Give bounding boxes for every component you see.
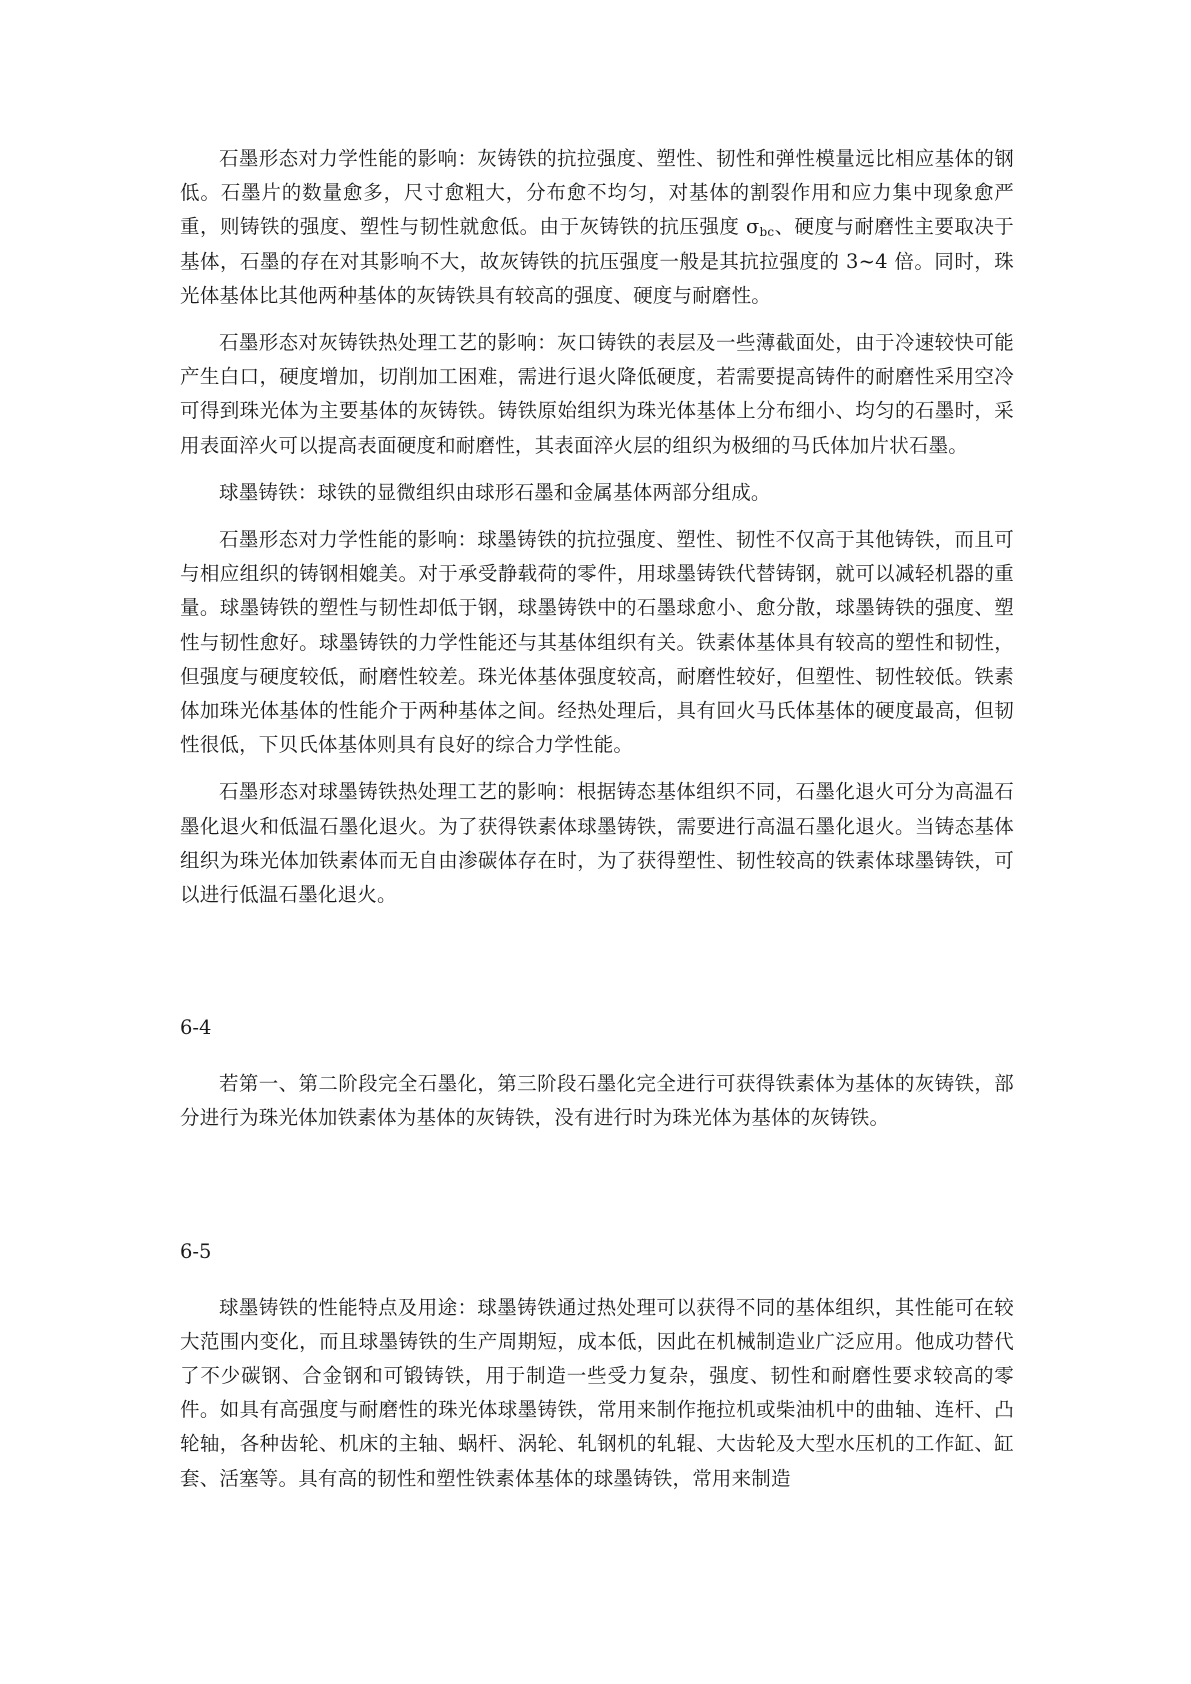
paragraph-section-6-5: 球墨铸铁的性能特点及用途：球墨铸铁通过热处理可以获得不同的基体组织，其性能可在较大范围内变化，而且球墨铸铁的生产周期短，成本低，因此在机械制造业广泛应用。他成功替代了不少碳钢、合金钢和可锻铸铁，用于制造一些受力复杂，强度、韧性和耐磨性要求较高的零件。如具有高强度与耐磨性的珠光体球墨铸铁，常用来制作拖拉机或柴油机中的曲轴、连杆、凸轮轴，各种齿轮、机床的主轴、蜗杆、涡轮、轧钢机的轧辊、大齿轮及大型水压机的工作缸、缸套、活塞等。具有高的韧性和塑性铁素体基体的球墨铸铁，常用来制造: [180, 1295, 1014, 1490]
paragraph-gray-iron-heat-treatment: 石墨形态对灰铸铁热处理工艺的影响：灰口铸铁的表层及一些薄截面处，由于冷速较快可能产生白口，硬度增加，切削加工困难，需进行退火降低硬度，若需要提高铸件的耐磨性采用空冷可得到珠光体为主要基体的灰铸铁。铸铁原始组织为珠光体基体上分布细小、均匀的石墨时，采用表面淬火可以提高表面硬度和耐磨性，其表面淬火层的组织为极细的马氏体加片状石墨。: [180, 331, 1014, 457]
spacer: [180, 925, 1014, 1011]
spacer: [180, 1149, 1014, 1235]
paragraph-section-6-4: 若第一、第二阶段完全石墨化，第三阶段石墨化完全进行可获得铁素体为基体的灰铸铁，部分进行为珠光体加铁素体为基体的灰铸铁，没有进行时为珠光体为基体的灰铸铁。: [180, 1072, 1014, 1130]
sigma-symbol: σ: [745, 215, 760, 239]
document-page: [180, 142, 1014, 1509]
paragraph-text: 石墨形态对力学性能的影响：灰铸铁的抗拉强度、塑性、韧性和弹性模量远比相应基体的钢低。石墨片的数量愈多，尺寸愈粗大，分布愈不均匀，对基体的割裂作用和应力集中现象愈严重，则铸铁的强度、塑性与韧性就愈低。由于灰铸铁的抗压强度: [180, 147, 1014, 239]
spacer: [180, 1045, 1014, 1067]
paragraph-gray-iron-mechanical: [180, 142, 1014, 313]
paragraph-ductile-iron-mechanical: 石墨形态对力学性能的影响：球墨铸铁的抗拉强度、塑性、韧性不仅高于其他铸铁，而且可与相应组织的铸钢相媲美。对于承受静载荷的零件，用球墨铸铁代替铸钢，就可以减轻机器的重量。球墨铸铁的塑性与韧性却低于钢，球墨铸铁中的石墨球愈小、愈分散，球墨铸铁的强度、塑性与韧性愈好。球墨铸铁的力学性能还与其基体组织有关。铁素体基体具有较高的塑性和韧性，但强度与硬度较低，耐磨性较差。珠光体基体强度较高，耐磨性较好，但塑性、韧性较低。铁素体加珠光体基体的性能介于两种基体之间。经热处理后，具有回火马氏体基体的硬度最高，但韧性很低，下贝氏体基体则具有良好的综合力学性能。: [180, 528, 1014, 757]
paragraph-text: 、硬度与耐磨性主要取决于基体，石墨的存在对其影响不大，故灰铸铁的抗压强度一般是其抗拉强度的 3~4 倍。同时，珠光体基体比其他两种基体的灰铸铁具有较高的强度、硬度与耐磨性。: [180, 215, 1014, 307]
sigma-subscript: bc: [759, 225, 775, 240]
paragraph-ductile-iron-heat-treatment: 石墨形态对球墨铸铁热处理工艺的影响：根据铸态基体组织不同，石墨化退火可分为高温石墨化退火和低温石墨化退火。为了获得铁素体球墨铸铁，需要进行高温石墨化退火。当铸态基体组织为珠光体加铁素体而无自由渗碳体存在时，为了获得塑性、韧性较高的铁素体球墨铸铁，可以进行低温石墨化退火。: [180, 780, 1014, 907]
section-number-6-5: 6-5: [180, 1239, 212, 1263]
section-number-6-4: 6-4: [180, 1016, 212, 1040]
spacer: [180, 1269, 1014, 1291]
paragraph-ductile-iron-intro: 球墨铸铁：球铁的显微组织由球形石墨和金属基体两部分组成。: [219, 480, 771, 504]
